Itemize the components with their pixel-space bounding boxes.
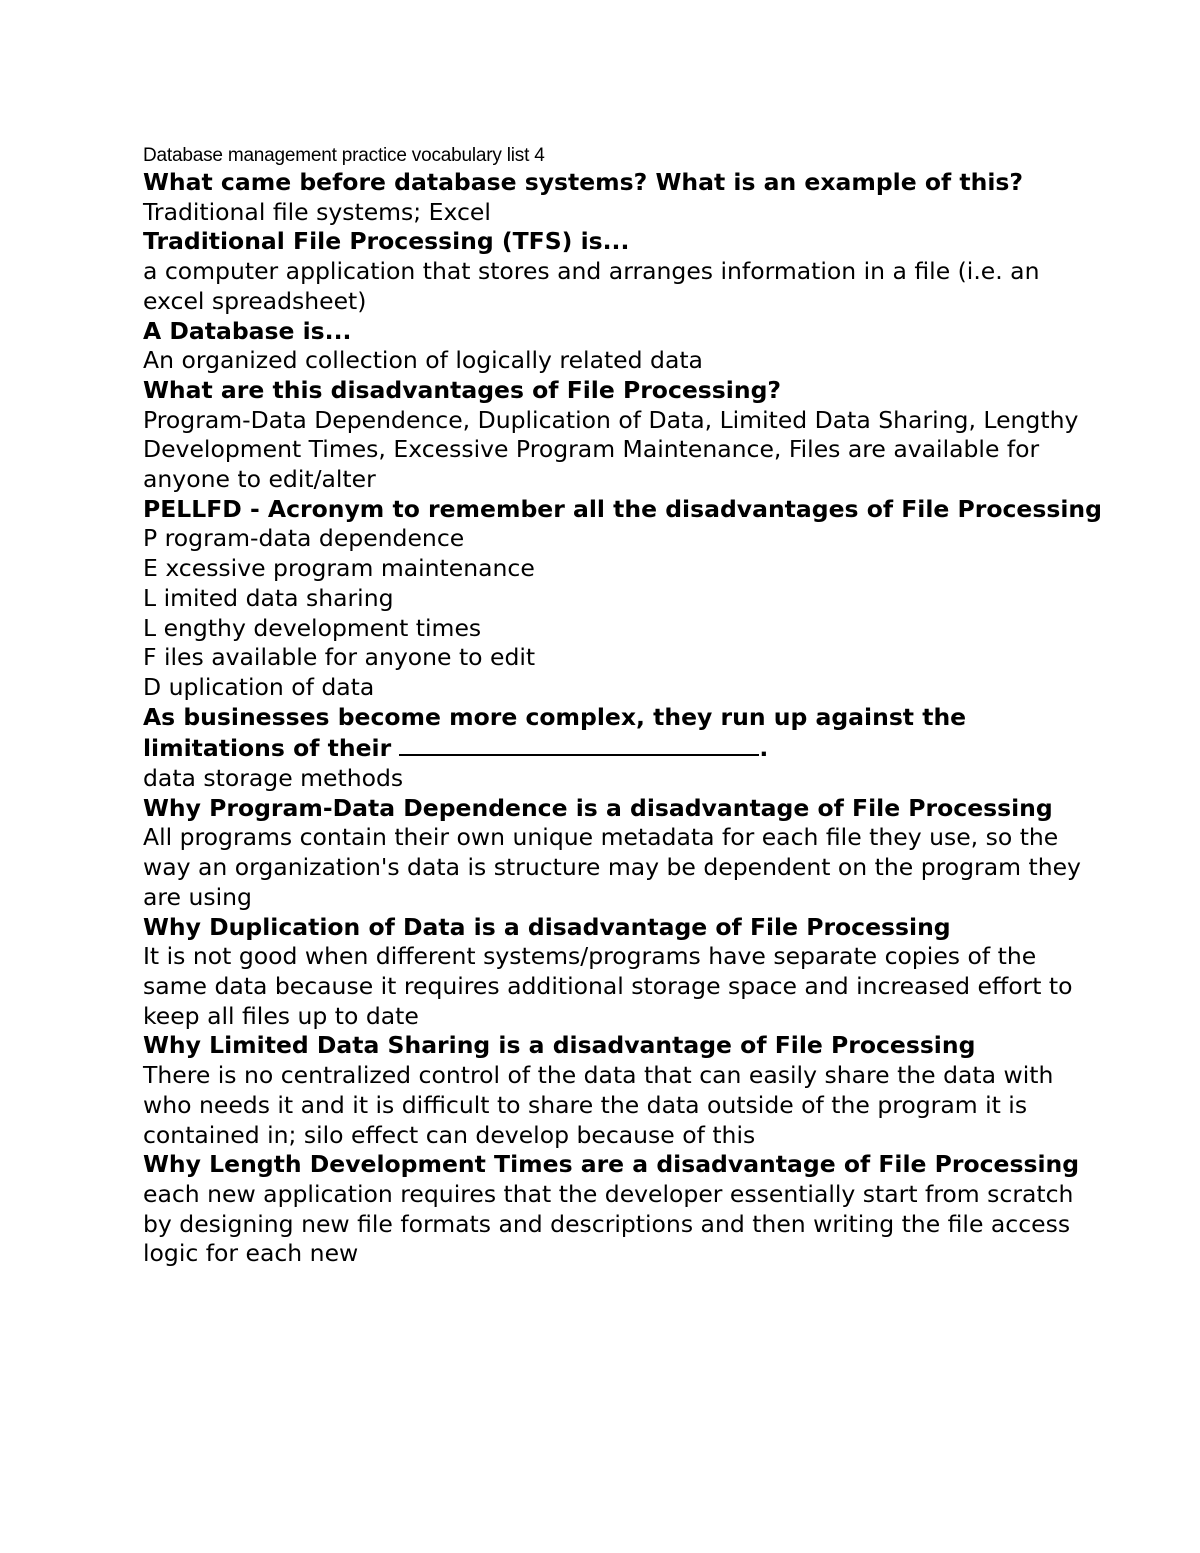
vocab-definition: Program-Data Dependence, Duplication of Data, Limited Data Sharing, Lengthy Development Times, Excessive Program Maintenance, Files are available for anyone to edit/alter	[143, 405, 1079, 494]
vocab-term: Why Length Development Times are a disadvantage of File Processing	[143, 1150, 1080, 1179]
acronym-line: P rogram-data dependence	[143, 524, 465, 553]
document-title: Database management practice vocabulary list 4	[143, 145, 545, 166]
vocab-term-fill-in-blank	[143, 703, 1103, 764]
vocab-definition: There is no centralized control of the data that can easily share the data with who needs it and it is difficult to share the data outside of the program it is contained in; silo effect can develop because of this	[143, 1061, 1054, 1149]
blank-line	[399, 732, 759, 756]
term-suffix: .	[759, 734, 769, 763]
vocab-entry	[143, 1031, 1103, 1150]
acronym-line: F iles available for anyone to edit	[143, 643, 536, 672]
vocab-definition: a computer application that stores and arranges information in a file (i.e. an excel spreadsheet)	[143, 257, 1040, 315]
vocab-entry	[143, 317, 1103, 376]
vocab-entry	[143, 913, 1103, 1032]
vocab-term: A Database is...	[143, 316, 352, 345]
term-prefix: As businesses become more complex, they run up against the limitations of their	[143, 702, 967, 763]
vocab-term: Why Program-Data Dependence is a disadvantage of File Processing	[143, 793, 1053, 822]
vocab-term: Why Duplication of Data is a disadvantage of File Processing	[143, 912, 951, 941]
vocab-definition: Traditional file systems; Excel	[143, 197, 491, 226]
acronym-line: E xcessive program maintenance	[143, 554, 535, 583]
vocab-entry	[143, 1150, 1103, 1269]
document-page	[143, 144, 1103, 1269]
vocab-term: Traditional File Processing (TFS) is...	[143, 227, 630, 256]
vocab-definition: It is not good when different systems/programs have separate copies of the same data because it requires additional storage space and increased effort to keep all files up to date	[143, 942, 1073, 1030]
vocab-term: PELLFD - Acronym to remember all the disadvantages of File Processing	[143, 494, 1102, 523]
vocab-definition: data storage methods	[143, 764, 404, 793]
acronym-line: D uplication of data	[143, 672, 375, 701]
vocab-entry	[143, 794, 1103, 913]
acronym-line: L engthy development times	[143, 613, 482, 642]
vocab-term: What came before database systems? What is an example of this?	[143, 168, 1024, 196]
vocab-term: What are this disadvantages of File Processing?	[143, 375, 782, 404]
vocab-definition: All programs contain their own unique metadata for each file they use, so the way an organization's data is structure may be dependent on the program they are using	[143, 823, 1081, 911]
vocab-term: Why Limited Data Sharing is a disadvantage of File Processing	[143, 1031, 976, 1060]
vocab-entry	[143, 376, 1103, 495]
vocab-entry	[143, 703, 1103, 794]
vocab-entry	[143, 168, 1103, 227]
vocab-entry	[143, 495, 1103, 703]
acronym-line: L imited data sharing	[143, 583, 394, 612]
vocab-entry	[143, 227, 1103, 316]
vocab-definition: each new application requires that the developer essentially start from scratch by designing new file formats and descriptions and then writing the file access logic for each new	[143, 1179, 1074, 1268]
vocab-definition: An organized collection of logically related data	[143, 346, 703, 375]
